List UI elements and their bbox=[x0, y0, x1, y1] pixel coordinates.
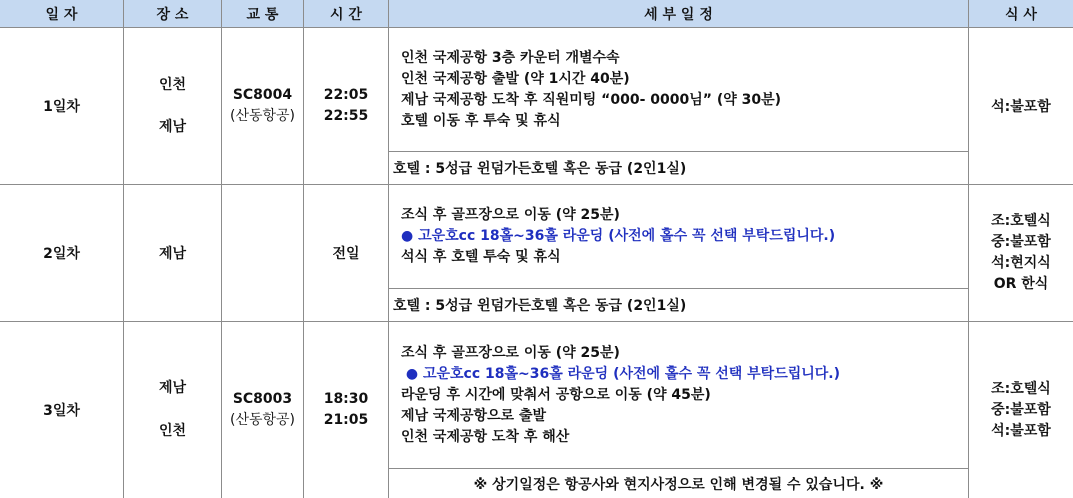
row3-sched-2-golf: ● 고운호cc 18홀~36홀 라운딩 (사전에 홀수 꼭 선택 부탁드립니다.) bbox=[401, 365, 841, 382]
header-place: 장 소 bbox=[124, 0, 222, 28]
row2-meal-2: 중:불포함 bbox=[991, 234, 1051, 250]
row3-meals bbox=[969, 322, 1073, 498]
header-meal: 식 사 bbox=[969, 0, 1073, 28]
row1-flight: SC8004 bbox=[232, 87, 293, 103]
row1-sched-2: 인천 국제공항 출발 (약 1시간 40분) bbox=[401, 70, 630, 87]
row3-time-1: 18:30 bbox=[323, 391, 369, 407]
row3-place-1: 제남 bbox=[158, 380, 187, 396]
header-transport: 교 통 bbox=[222, 0, 304, 28]
row2-place: 제남 bbox=[124, 185, 222, 322]
row2-transport bbox=[222, 185, 304, 322]
row2-meals bbox=[969, 185, 1073, 322]
row2-schedule bbox=[389, 185, 969, 289]
row3-transport bbox=[222, 322, 304, 498]
row1-time-1: 22:05 bbox=[323, 87, 369, 103]
row1-time-2: 22:55 bbox=[323, 108, 369, 124]
row2-day: 2일차 bbox=[0, 185, 124, 322]
row1-schedule bbox=[389, 28, 969, 152]
row3-time-2: 21:05 bbox=[323, 412, 369, 428]
row3-places bbox=[124, 322, 222, 498]
row3-meal-1: 조:호텔식 bbox=[991, 380, 1051, 397]
header-detail: 세 부 일 정 bbox=[389, 0, 969, 28]
row1-sched-4: 호텔 이동 후 투숙 및 휴식 bbox=[401, 112, 561, 129]
row2-sched-3: 석식 후 호텔 투숙 및 휴식 bbox=[401, 249, 561, 265]
row1-times bbox=[304, 28, 389, 185]
row3-schedule bbox=[389, 322, 969, 469]
row3-sched-4: 제남 국제공항으로 출발 bbox=[401, 407, 546, 424]
row2-time: 전일 bbox=[304, 185, 389, 322]
row1-places bbox=[124, 28, 222, 185]
row2-sched-1: 조식 후 골프장으로 이동 (약 25분) bbox=[401, 207, 620, 223]
row3-sched-5: 인천 국제공항 도착 후 해산 bbox=[401, 428, 570, 445]
row2-hotel: 호텔 : 5성급 윈덤가든호텔 혹은 동급 (2인1실) bbox=[389, 289, 969, 322]
row3-meal-2: 중:불포함 bbox=[991, 401, 1051, 418]
row3-flight: SC8003 bbox=[232, 391, 293, 407]
row1-place-1: 인천 bbox=[158, 77, 187, 93]
row1-sched-1: 인천 국제공항 3층 카운터 개별수속 bbox=[401, 49, 620, 66]
row1-transport bbox=[222, 28, 304, 185]
header-time: 시 간 bbox=[304, 0, 389, 28]
row1-meals: 석:불포함 bbox=[969, 28, 1073, 185]
row3-times bbox=[304, 322, 389, 498]
row3-notice: ※ 상기일정은 항공사와 현지사정으로 인해 변경될 수 있습니다. ※ bbox=[389, 469, 969, 498]
row2-meal-4: OR 한식 bbox=[993, 276, 1049, 292]
row3-meal-3: 석:불포함 bbox=[991, 422, 1051, 439]
row1-airline: (산동항공) bbox=[229, 108, 296, 124]
row2-meal-1: 조:호텔식 bbox=[991, 213, 1051, 229]
row3-sched-1: 조식 후 골프장으로 이동 (약 25분) bbox=[401, 344, 620, 361]
row3-sched-3: 라운딩 후 시간에 맞춰서 공항으로 이동 (약 45분) bbox=[401, 386, 711, 403]
row3-day: 3일차 bbox=[0, 322, 124, 498]
row1-place-2: 제남 bbox=[158, 119, 187, 135]
row2-sched-2-golf: ● 고운호cc 18홀~36홀 라운딩 (사전에 홀수 꼭 선택 부탁드립니다.) bbox=[401, 228, 836, 244]
row3-airline: (산동항공) bbox=[229, 412, 296, 428]
header-day: 일 자 bbox=[0, 0, 124, 28]
row1-sched-3: 제남 국제공항 도착 후 직원미팅 “000- 0000님” (약 30분) bbox=[401, 91, 782, 108]
row1-day: 1일차 bbox=[0, 28, 124, 185]
row2-meal-3: 석:현지식 bbox=[991, 255, 1051, 271]
row1-hotel: 호텔 : 5성급 윈덤가든호텔 혹은 동급 (2인1실) bbox=[389, 152, 969, 185]
row3-place-2: 인천 bbox=[158, 423, 187, 439]
